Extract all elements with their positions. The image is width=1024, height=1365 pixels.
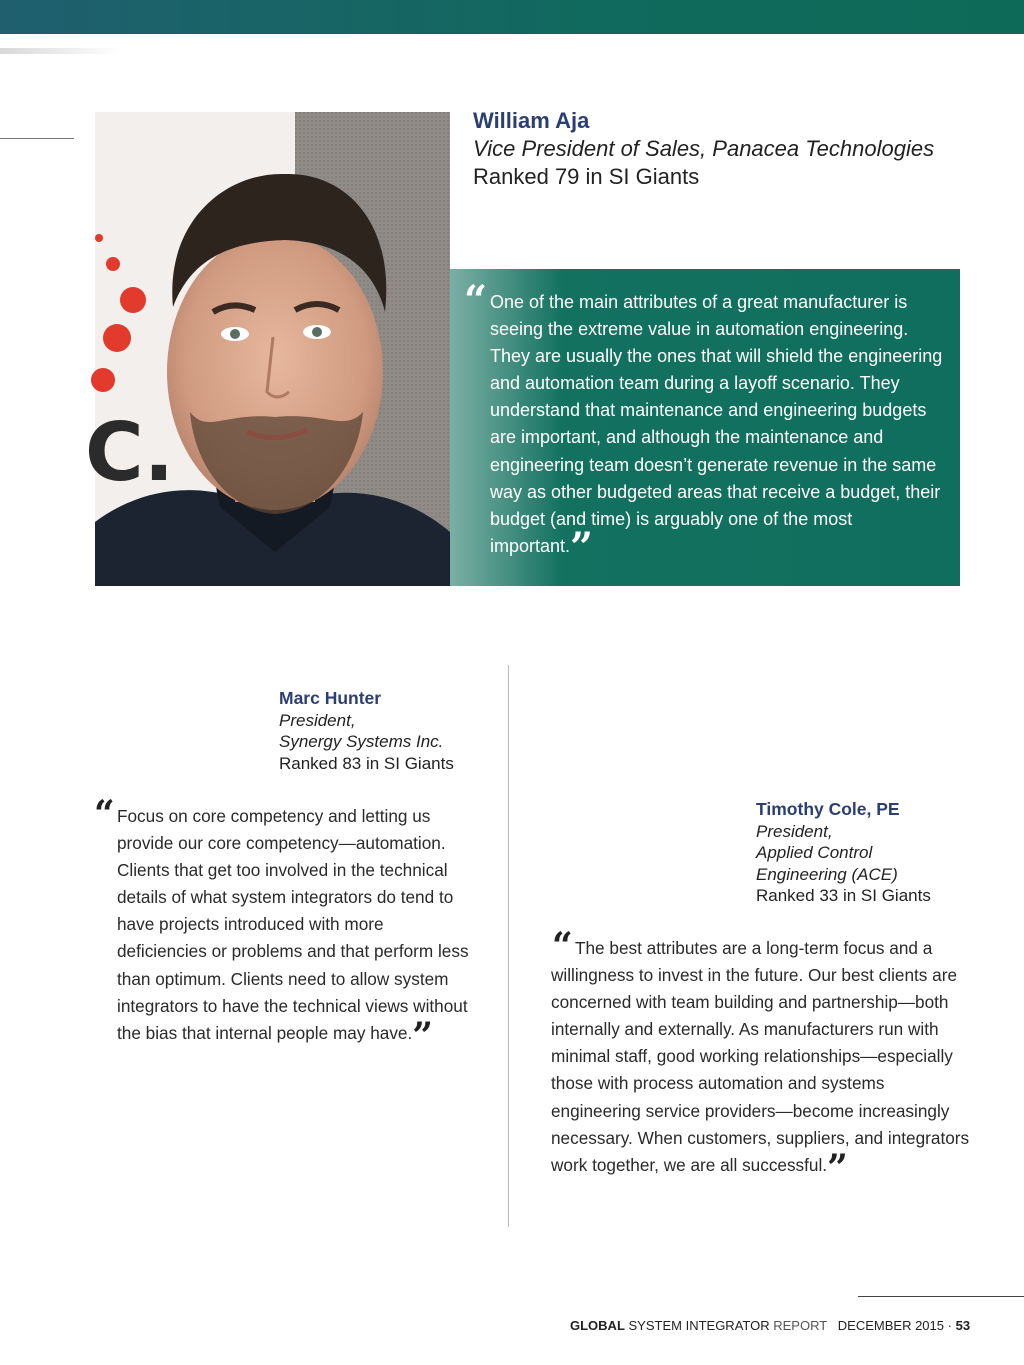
publication-name-bold: GLOBAL [570, 1318, 625, 1333]
quote-body: The best attributes are a long-term focus and a willingness to invest in the future. Our best clients are concerned with team building and partnership—both internally and externally. As manufacturers run with minimal staff, good working relationships—especially those with process automation and systems engineering service providers—become increasingly necessary. When customers, suppliers, and integrators work together, we are all successful. [551, 938, 970, 1175]
profile-rank: Ranked 33 in SI Giants [756, 886, 931, 905]
featured-quote-box [450, 269, 960, 586]
quote-body: Focus on core competency and letting us provide our core competency—automation. Clients that get too involved in the technical details of what system integrators do tend to have projects introduced with more deficiencies or problems and that perform less than optimum. Clients need to allow system integrators to have the technical views without the bias that internal people may have. [117, 806, 469, 1043]
issue-date: DECEMBER 2015 [837, 1318, 944, 1333]
profile-header-marc-hunter [279, 688, 454, 774]
close-quote-mark: ” [570, 523, 594, 571]
featured-quote-text [490, 289, 950, 571]
close-quote-mark: ” [412, 1014, 433, 1057]
column-divider [508, 665, 509, 1227]
quote-body: One of the main attributes of a great manufacturer is seeing the extreme value in automation engineering. They are usually the ones that will shield the engineering and automation team during a layoff scenario. They understand that maintenance and engineering budgets are important, and although the maintenance and engineering team doesn’t generate revenue in the same way as other budgeted areas that receive a budget, their budget (and time) is arguably one of the most important. [490, 292, 943, 556]
header-bar [0, 0, 1024, 34]
page-number: 53 [955, 1318, 971, 1333]
open-quote-mark: “ [552, 925, 573, 967]
profile-company-line: Engineering (ACE) [756, 864, 898, 884]
profile-header-timothy-cole [756, 799, 931, 907]
close-quote-mark: ” [827, 1146, 848, 1189]
publication-name-light: REPORT [773, 1318, 827, 1333]
svg-text:C.: C. [85, 406, 175, 499]
header-shadow [0, 48, 120, 54]
profile-name: William Aja [473, 108, 590, 133]
footer-separator: · [947, 1318, 952, 1333]
profile-title-line: President, [279, 710, 356, 730]
margin-rule [0, 138, 74, 139]
quote-text-timothy-cole [551, 935, 971, 1189]
open-quote-mark: “ [94, 793, 115, 835]
publication-name: SYSTEM INTEGRATOR [628, 1318, 770, 1333]
open-quote-mark: “ [464, 277, 488, 324]
profile-company-line: Applied Control [756, 843, 873, 862]
profile-title-line: President, [756, 821, 833, 841]
profile-title: Vice President of Sales, Panacea Technologies [473, 136, 935, 161]
portrait-photo-william-aja [85, 112, 450, 586]
profile-company: Synergy Systems Inc. [279, 732, 444, 751]
profile-name: Timothy Cole, PE [756, 799, 900, 819]
page-footer [570, 1318, 970, 1333]
profile-name: Marc Hunter [279, 688, 382, 708]
quote-text-marc-hunter [117, 803, 477, 1057]
footer-rule [858, 1296, 1024, 1297]
profile-rank: Ranked 79 in SI Giants [473, 164, 700, 189]
profile-rank: Ranked 83 in SI Giants [279, 753, 454, 773]
